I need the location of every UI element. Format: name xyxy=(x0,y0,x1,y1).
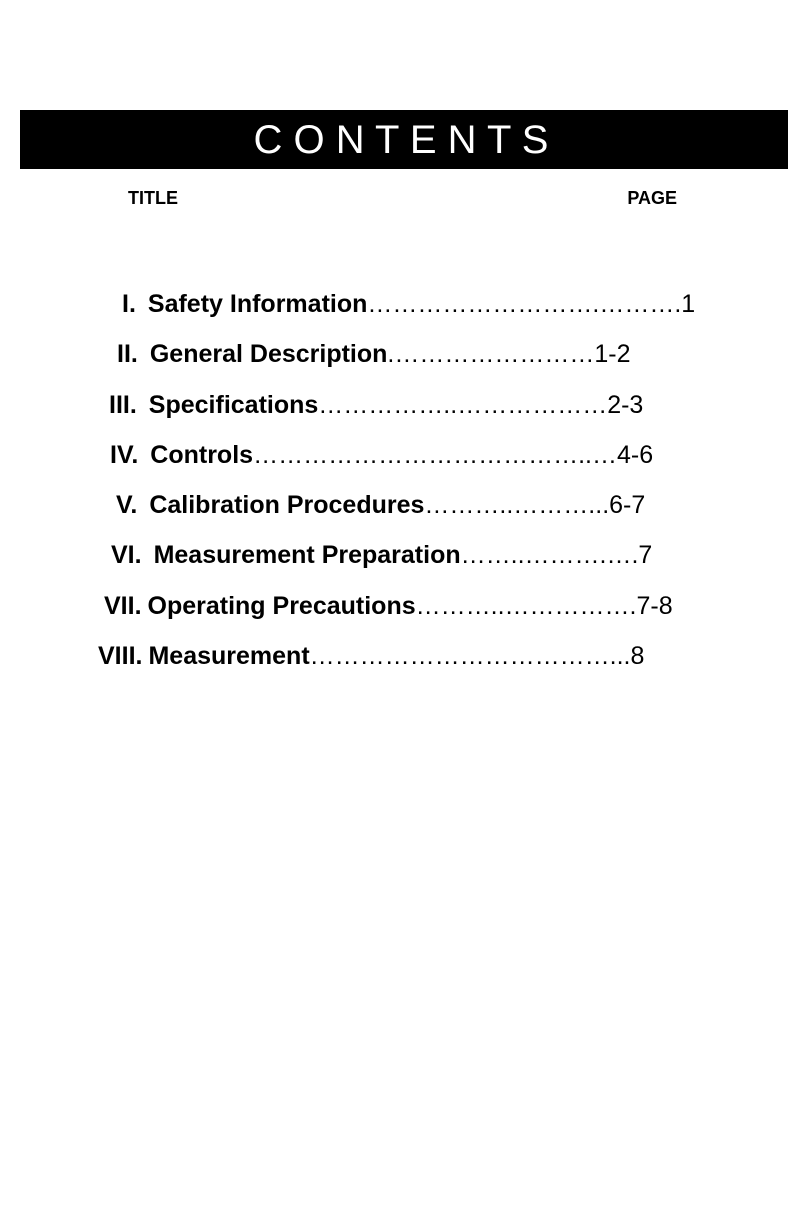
toc-label: Safety Information xyxy=(147,290,368,318)
toc-number: III. xyxy=(109,391,137,419)
toc-page-number: 4-6 xyxy=(616,441,654,469)
toc-entry-general-description[interactable] xyxy=(117,336,631,372)
toc-number: VI. xyxy=(111,541,142,569)
toc-label: Controls xyxy=(150,441,254,469)
toc-page-number: 7-8 xyxy=(636,592,673,620)
toc-entry-measurement[interactable] xyxy=(98,638,644,674)
toc-number: I. xyxy=(122,290,136,318)
toc-label: General Description xyxy=(149,340,388,368)
toc-page-number: 6-7 xyxy=(609,491,646,519)
page-column-header: PAGE xyxy=(627,188,677,208)
toc-entry-operating-precautions[interactable] xyxy=(104,588,673,624)
title-column-header: TITLE xyxy=(128,188,178,208)
toc-entry-measurement-preparation[interactable] xyxy=(111,537,652,573)
toc-leader-dots: ………..……………. xyxy=(415,592,637,620)
toc-number: II. xyxy=(117,340,138,368)
toc-number: IV. xyxy=(110,441,139,469)
toc-number: VIII. xyxy=(98,642,143,670)
toc-number: V. xyxy=(116,491,138,519)
toc-leader-dots: ……..……….…. xyxy=(460,541,639,569)
toc-leader-dots: ……………………….………. xyxy=(367,290,682,318)
toc-label: Calibration Procedures xyxy=(149,491,425,519)
toc-page-number: 1 xyxy=(681,290,696,318)
toc-entry-calibration-procedures[interactable] xyxy=(116,487,645,523)
toc-entry-specifications[interactable] xyxy=(109,387,643,423)
toc-label: Measurement xyxy=(148,642,310,670)
toc-page-number: 8 xyxy=(630,642,645,670)
toc-leader-dots: ………..………... xyxy=(424,491,610,519)
toc-page-number: 1-2 xyxy=(594,340,631,368)
toc-label: Measurement Preparation xyxy=(153,541,461,569)
toc-label: Specifications xyxy=(148,391,319,419)
toc-number: VII. xyxy=(104,592,142,620)
toc-label: Operating Precautions xyxy=(147,592,416,620)
toc-leader-dots: .…………………… xyxy=(387,340,595,368)
page-title: C O N T E N T S xyxy=(253,117,549,162)
toc-leader-dots: ………………………………... xyxy=(309,642,631,670)
toc-page-number: 2-3 xyxy=(607,391,644,419)
toc-entry-safety-information[interactable] xyxy=(122,286,695,322)
toc-leader-dots: ……………..……………… xyxy=(318,391,608,419)
contents-banner xyxy=(20,110,788,169)
toc-page-number: 7 xyxy=(638,541,653,569)
toc-entry-controls[interactable] xyxy=(110,437,653,473)
toc-leader-dots: …………………………………..… xyxy=(253,441,617,469)
